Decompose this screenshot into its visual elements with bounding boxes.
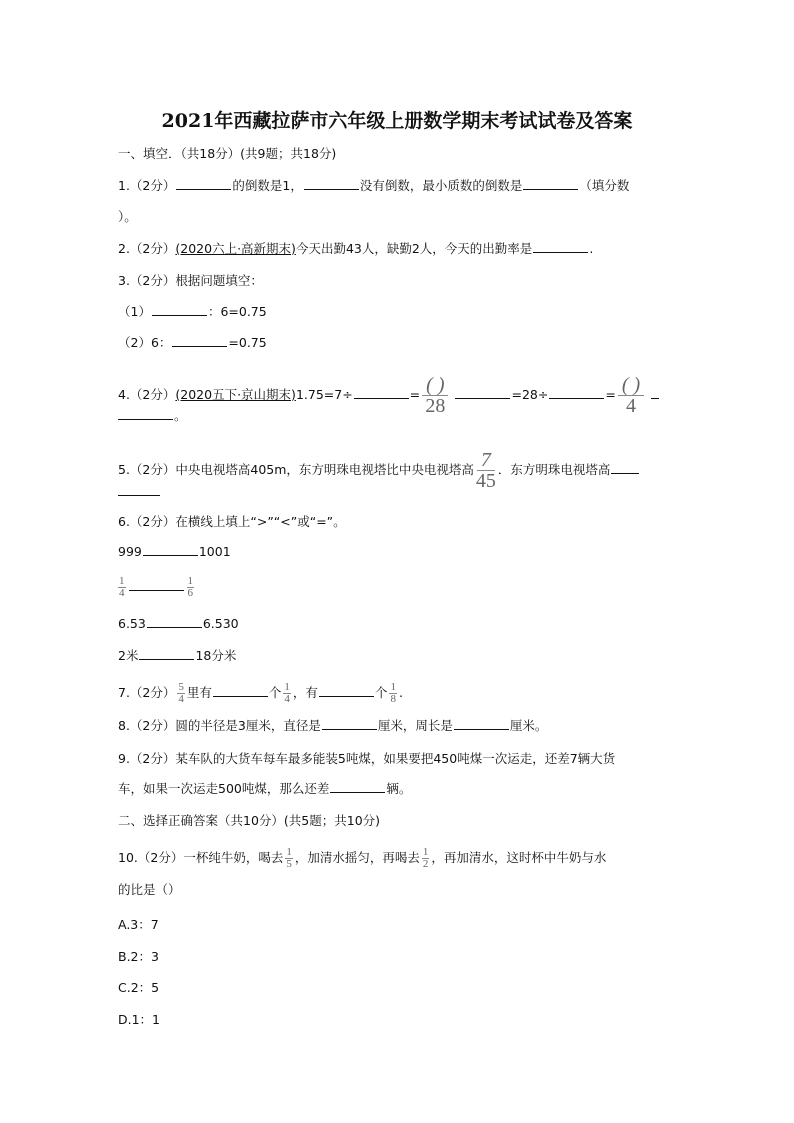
question-4 xyxy=(118,375,660,416)
option-d[interactable]: D.1：1 xyxy=(118,1012,161,1027)
answer-blank[interactable] xyxy=(139,647,194,660)
numerator: 7 xyxy=(477,450,495,471)
numerator: 1 xyxy=(187,575,193,587)
q-label: 4.（2分） xyxy=(118,387,176,402)
question-3: 3.（2分）根据问题填空： xyxy=(118,273,263,288)
q-text: 没有倒数，最小质数的倒数是 xyxy=(359,178,523,193)
answer-blank[interactable] xyxy=(304,177,359,190)
question-2 xyxy=(118,240,593,258)
q-text: 今天出勤43人，缺勤2人，今天的出勤率是 xyxy=(295,241,533,256)
q-label: 2.（2分） xyxy=(118,241,176,256)
q-text: ，加清水摇匀，再喝去 xyxy=(294,850,420,865)
q-text: 6.53 xyxy=(118,616,146,631)
question-7 xyxy=(118,680,403,706)
fraction xyxy=(389,682,397,705)
q-text: 18分米 xyxy=(195,648,237,663)
question-1-cont: ）。 xyxy=(118,209,137,224)
q-label: 1.（2分） xyxy=(118,178,176,193)
answer-blank[interactable] xyxy=(322,717,377,730)
question-10 xyxy=(118,845,606,871)
denominator: 4 xyxy=(119,587,125,599)
q-text: 1.75=7÷ xyxy=(295,387,353,402)
numerator: ( ) xyxy=(422,375,448,396)
numerator: 1 xyxy=(422,846,429,858)
question-10-cont: 的比是（） xyxy=(118,882,181,897)
q-text: ，再加清水，这时杯中牛奶与水 xyxy=(431,850,607,865)
question-9-cont xyxy=(118,780,411,798)
q-label: 7.（2分） xyxy=(118,685,176,700)
q-text: 厘米。 xyxy=(509,718,548,733)
q-text: 。 xyxy=(174,408,187,423)
q-text: 辆。 xyxy=(386,781,412,796)
answer-blank[interactable] xyxy=(330,780,385,793)
question-1 xyxy=(118,177,629,195)
page-title: 2021年西藏拉萨市六年级上册数学期末考试试卷及答案 xyxy=(161,110,633,132)
q-text: （填分数 xyxy=(579,178,630,193)
q-text: （1） xyxy=(118,304,151,319)
q-text: 里有 xyxy=(186,685,212,700)
fraction xyxy=(118,576,126,599)
denominator: 8 xyxy=(390,693,396,705)
fraction xyxy=(422,375,448,416)
q-text: =28÷ xyxy=(511,387,549,402)
q-text: . xyxy=(589,241,594,256)
q-text: ，有 xyxy=(292,685,318,700)
answer-blank[interactable] xyxy=(523,177,578,190)
question-5 xyxy=(118,450,640,491)
q-text: 的倒数是1， xyxy=(232,178,303,193)
q-text: 8.（2分）圆的半径是3厘米，直径是 xyxy=(118,718,321,733)
question-8 xyxy=(118,717,547,735)
q-text: ．东方明珠电视塔高 xyxy=(497,462,611,477)
denominator: 4 xyxy=(284,693,290,705)
fraction xyxy=(476,450,496,491)
answer-blank[interactable] xyxy=(533,240,588,253)
numerator: 1 xyxy=(284,681,290,693)
numerator: 1 xyxy=(286,846,292,858)
answer-blank[interactable] xyxy=(455,386,510,399)
denominator: 45 xyxy=(475,470,496,492)
answer-blank[interactable] xyxy=(172,334,227,347)
q-text: 999 xyxy=(118,544,142,559)
source-link[interactable]: (2020六上·高新期末) xyxy=(175,241,296,256)
fraction xyxy=(285,847,293,870)
fraction xyxy=(283,682,291,705)
q-text: 厘米，周长是 xyxy=(377,718,453,733)
fraction xyxy=(177,682,185,705)
denominator: 5 xyxy=(286,858,292,870)
answer-blank[interactable] xyxy=(143,543,198,556)
answer-blank[interactable] xyxy=(651,386,659,399)
denominator: 28 xyxy=(425,395,446,417)
fraction xyxy=(187,576,195,599)
answer-blank[interactable] xyxy=(354,386,409,399)
q-text: 10.（2分）一杯纯牛奶，喝去 xyxy=(118,850,284,865)
option-a[interactable]: A.3：7 xyxy=(118,917,159,932)
denominator: 6 xyxy=(187,587,193,599)
denominator: 2 xyxy=(422,858,429,870)
q-text: 1001 xyxy=(198,544,231,559)
answer-blank[interactable] xyxy=(152,303,207,316)
question-9: 9.（2分）某车队的大货车每车最多能装5吨煤，如果要把450吨煤一次运走，还差7辆大货 xyxy=(118,751,616,766)
denominator: 4 xyxy=(178,693,184,705)
q-text: 2米 xyxy=(118,648,139,663)
numerator: ( ) xyxy=(618,375,644,396)
q-text: （2）6： xyxy=(118,335,172,350)
question-6: 6.（2分）在横线上填上“>”“<”或“=”。 xyxy=(118,514,346,529)
question-3-part-2 xyxy=(118,334,267,352)
q-text: 个 xyxy=(268,685,282,700)
q-text: 5.（2分）中央电视塔高405m，东方明珠电视塔比中央电视塔高 xyxy=(118,462,474,477)
compare-row xyxy=(118,574,196,600)
question-5-cont xyxy=(118,483,160,501)
option-b[interactable]: B.2：3 xyxy=(118,949,159,964)
section-1-heading: 一、填空．（共18分）(共9题；共18分) xyxy=(118,146,337,161)
compare-row xyxy=(118,647,236,665)
q-text: = xyxy=(605,387,616,402)
option-c[interactable]: C.2：5 xyxy=(118,980,160,995)
answer-blank[interactable] xyxy=(611,461,639,474)
question-3-part-1 xyxy=(118,303,267,321)
fraction xyxy=(618,375,644,416)
q-text: ：6=0.75 xyxy=(207,304,267,319)
q-text: 6.530 xyxy=(202,616,239,631)
q-text: 个 xyxy=(374,685,388,700)
answer-blank[interactable] xyxy=(118,407,173,420)
q-text: = xyxy=(409,387,421,402)
answer-blank[interactable] xyxy=(213,684,268,697)
denominator: 4 xyxy=(625,395,636,417)
answer-blank[interactable] xyxy=(454,717,509,730)
numerator: 5 xyxy=(178,681,184,693)
fraction xyxy=(422,847,430,870)
q-text: 车，如果一次运走500吨煤，那么还差 xyxy=(118,781,330,796)
q-text: . xyxy=(398,685,403,700)
answer-blank[interactable] xyxy=(118,483,160,496)
answer-blank[interactable] xyxy=(147,615,202,628)
numerator: 1 xyxy=(390,681,396,693)
numerator: 1 xyxy=(119,575,125,587)
answer-blank[interactable] xyxy=(176,177,231,190)
answer-blank[interactable] xyxy=(129,578,184,591)
question-4-cont xyxy=(118,407,187,425)
compare-row xyxy=(118,615,239,633)
answer-blank[interactable] xyxy=(549,386,604,399)
section-2-heading: 二、选择正确答案（共10分）(共5题；共10分) xyxy=(118,813,381,828)
answer-blank[interactable] xyxy=(319,684,374,697)
q-text: =0.75 xyxy=(228,335,267,350)
compare-row xyxy=(118,543,231,561)
source-link[interactable]: (2020五下·京山期末) xyxy=(175,387,296,402)
